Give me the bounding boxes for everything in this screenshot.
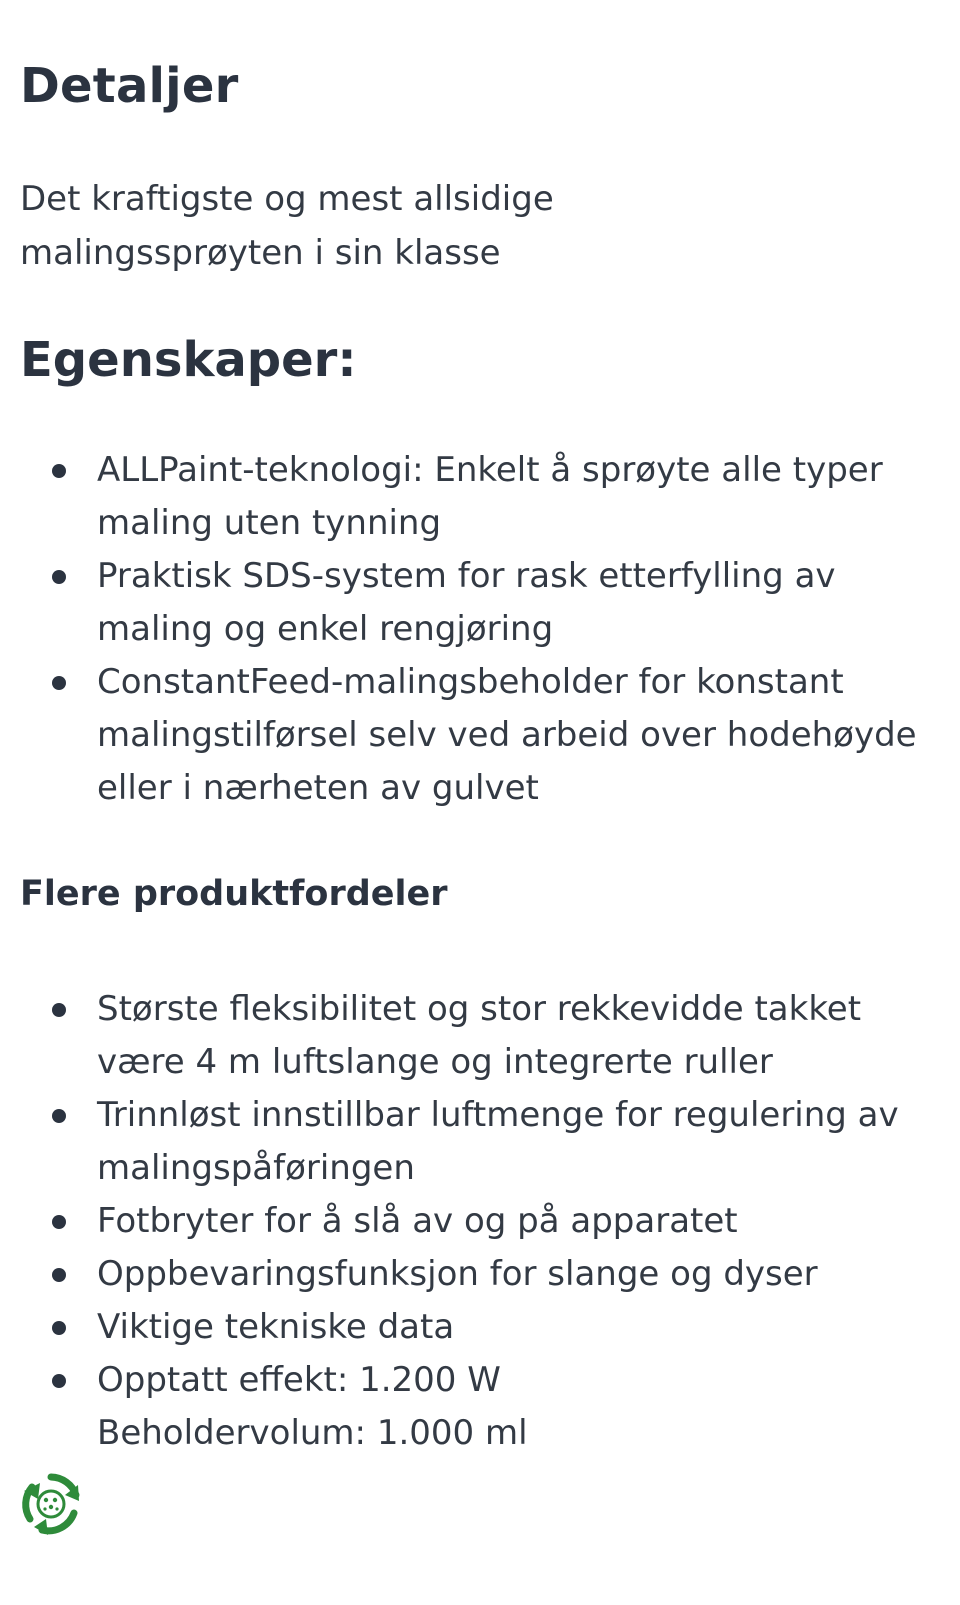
- bullet-icon: [52, 1003, 66, 1017]
- list-item: [0, 656, 930, 815]
- list-item: [0, 1354, 930, 1407]
- benefit-text: Opptatt effekt: 1.200 W: [97, 1360, 501, 1400]
- bullet-icon: [52, 1109, 66, 1123]
- bullet-icon: [52, 1215, 66, 1229]
- details-heading: Detaljer: [20, 58, 239, 114]
- bullet-icon: [52, 464, 66, 478]
- bullet-icon: [52, 570, 66, 584]
- list-item: [0, 1089, 930, 1195]
- bullet-icon: [52, 1374, 66, 1388]
- list-item: [0, 1301, 930, 1354]
- benefit-text: Trinnløst innstillbar luftmenge for regulering av malingspåføringen: [97, 1095, 899, 1188]
- details-intro: Det kraftigste og mest allsidige malingssprøyten i sin klasse: [20, 179, 554, 273]
- benefits-list: [0, 983, 930, 1460]
- features-heading: Egenskaper:: [20, 332, 357, 388]
- benefit-text: Fotbryter for å slå av og på apparatet: [97, 1201, 738, 1241]
- bullet-icon: [52, 1268, 66, 1282]
- benefit-text: Beholdervolum: 1.000 ml: [97, 1413, 528, 1453]
- benefit-text: Største fleksibilitet og stor rekkevidde takket være 4 m luftslange og integrerte ruller: [97, 989, 862, 1082]
- list-item: [0, 1195, 930, 1248]
- benefits-heading: Flere produktfordeler: [20, 874, 448, 914]
- list-item: [0, 444, 930, 550]
- list-item: [0, 550, 930, 656]
- list-item: [0, 1248, 930, 1301]
- list-item: [0, 983, 930, 1089]
- bullet-icon: [52, 676, 66, 690]
- feature-text: Praktisk SDS-system for rask etterfylling av maling og enkel rengjøring: [97, 556, 836, 649]
- feature-text: ALLPaint-teknologi: Enkelt å sprøyte alle typer maling uten tynning: [97, 450, 883, 543]
- benefit-text: Viktige tekniske data: [97, 1307, 455, 1347]
- features-list: [0, 444, 930, 815]
- recycle-leaf-icon[interactable]: [18, 1471, 84, 1537]
- list-item: [0, 1407, 930, 1460]
- bullet-icon: [52, 1321, 66, 1335]
- benefit-text: Oppbevaringsfunksjon for slange og dyser: [97, 1254, 818, 1294]
- feature-text: ConstantFeed-malingsbeholder for konstant malingstilførsel selv ved arbeid over hodehøyde eller i nærheten av gulvet: [97, 662, 917, 808]
